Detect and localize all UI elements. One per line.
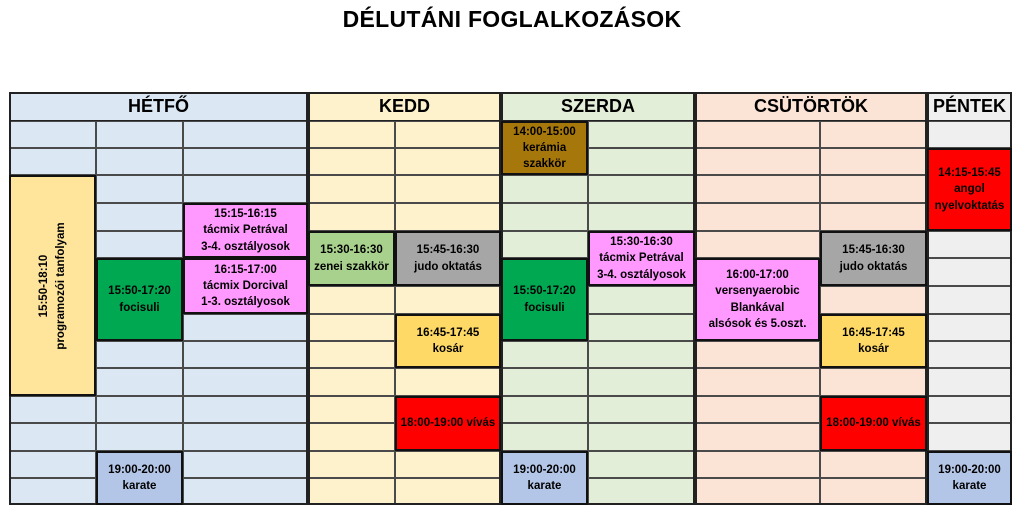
grid-cell: [695, 121, 820, 148]
event-time: 15:50-17:20: [108, 285, 171, 298]
event-time: 15:45-16:30: [842, 244, 905, 257]
grid-cell: [9, 396, 96, 423]
event-kedd-judo-oktatas: [395, 231, 501, 286]
event-label: angol: [954, 183, 985, 196]
grid-cell: [9, 121, 96, 148]
grid-cell: [927, 231, 1012, 258]
grid-cell: [695, 368, 820, 396]
event-label: focisuli: [119, 301, 160, 314]
grid-cell: [501, 368, 588, 396]
event-hetfo-focisuli: [96, 258, 183, 341]
grid-cell: [395, 203, 501, 231]
event-time: 15:30-16:30: [320, 244, 383, 257]
grid-cell: [308, 286, 395, 314]
event-label: szakkör: [523, 158, 566, 171]
grid-cell: [183, 478, 308, 505]
grid-cell: [308, 148, 395, 175]
event-label: tácmix Petrával: [203, 224, 288, 237]
grid-cell: [820, 203, 927, 231]
grid-cell: [501, 175, 588, 203]
event-label: versenyaerobic: [715, 285, 800, 298]
grid-cell: [9, 478, 96, 505]
event-time: 15:45-16:30: [416, 244, 480, 257]
day-header-csutortok: CSÜTÖRTÖK: [695, 92, 927, 121]
grid-cell: [308, 396, 395, 423]
event-time: 16:00-17:00: [726, 268, 789, 281]
event-label: alsósok és 5.oszt.: [708, 317, 807, 330]
grid-cell: [927, 341, 1012, 368]
event-label: tácmix Petrával: [599, 252, 684, 265]
grid-cell: [183, 341, 308, 368]
grid-cell: [183, 423, 308, 451]
grid-cell: [395, 175, 501, 203]
grid-cell: [308, 203, 395, 231]
grid-cell: [695, 451, 820, 478]
event-hetfo-tacmix-petraval: [183, 203, 308, 258]
grid-cell: [395, 451, 501, 478]
event-csutortok-versenyaerobic: [695, 258, 820, 341]
grid-cell: [588, 148, 695, 175]
grid-cell: [501, 341, 588, 368]
grid-cell: [308, 175, 395, 203]
event-szerda-karate: [501, 451, 588, 505]
grid-cell: [395, 121, 501, 148]
event-kedd-vivas: [395, 396, 501, 451]
event-time: 16:45-17:45: [416, 326, 480, 339]
grid-cell: [183, 175, 308, 203]
event-label: karate: [952, 480, 987, 492]
grid-cell: [308, 314, 395, 341]
event-label: focisuli: [524, 301, 565, 314]
grid-cell: [9, 423, 96, 451]
page-title: DÉLUTÁNI FOGLALKOZÁSOK: [342, 6, 682, 32]
grid-cell: [588, 286, 695, 314]
grid-cell: [820, 121, 927, 148]
grid-cell: [695, 231, 820, 258]
event-szerda-tacmix-petraval: [588, 231, 695, 286]
event-time: 14:15-15:45: [938, 167, 1001, 179]
grid-cell: [695, 341, 820, 368]
event-csutortok-vivas: [820, 396, 927, 451]
grid-cell: [96, 368, 183, 396]
grid-cell: [820, 368, 927, 396]
grid-cell: [588, 314, 695, 341]
program-block-programozoi: [9, 175, 96, 396]
event-time: 19:00-20:00: [513, 463, 576, 476]
event-hetfo-karate: [96, 451, 183, 505]
grid-cell: [96, 341, 183, 368]
event-label: kosár: [432, 343, 464, 355]
grid-cell: [588, 175, 695, 203]
grid-cell: [501, 231, 588, 258]
event-time: 18:00-19:00 vívás: [400, 417, 496, 430]
grid-cell: [820, 175, 927, 203]
grid-cell: [588, 203, 695, 231]
grid-cell: [695, 148, 820, 175]
grid-cell: [927, 423, 1012, 451]
grid-cell: [308, 121, 395, 148]
event-label: kosár: [858, 343, 889, 355]
event-label: 3-4. osztályosok: [201, 240, 290, 253]
grid-cell: [588, 121, 695, 148]
event-label: karate: [527, 480, 562, 492]
event-csutortok-judo-oktatas: [820, 231, 927, 286]
grid-cell: [9, 148, 96, 175]
program-name: programozói tanfolyam: [54, 221, 67, 350]
grid-cell: [588, 478, 695, 505]
grid-cell: [927, 314, 1012, 341]
event-hetfo-tacmix-dorcival: [183, 258, 308, 314]
event-time: 18:00-19:00 vívás: [826, 417, 921, 430]
grid-cell: [695, 423, 820, 451]
grid-cell: [588, 368, 695, 396]
grid-cell: [308, 341, 395, 368]
event-label: tácmix Dorcival: [202, 279, 288, 292]
grid-cell: [96, 121, 183, 148]
grid-cell: [96, 231, 183, 258]
grid-cell: [695, 478, 820, 505]
grid-cell: [183, 396, 308, 423]
event-szerda-focisuli: [501, 258, 588, 341]
program-time: 15:50-18:10: [37, 254, 50, 317]
grid-cell: [183, 451, 308, 478]
day-header-kedd: KEDD: [308, 92, 501, 121]
day-header-pentek: PÉNTEK: [927, 92, 1012, 121]
grid-cell: [820, 451, 927, 478]
event-time: 16:15-17:00: [214, 263, 277, 276]
event-label: zenei szakkör: [314, 260, 389, 273]
event-szerda-keramia: [501, 121, 588, 175]
event-time: 15:50-17:20: [513, 285, 576, 298]
grid-cell: [695, 203, 820, 231]
event-csutortok-kosar: [820, 314, 927, 368]
grid-cell: [501, 423, 588, 451]
grid-cell: [588, 396, 695, 423]
event-time: 14:00-15:00: [513, 125, 576, 138]
event-label: judo oktatás: [414, 260, 482, 273]
event-time: 19:00-20:00: [938, 463, 1001, 476]
program-block-text: [35, 222, 70, 349]
grid-cell: [308, 478, 395, 505]
grid-cell: [183, 121, 308, 148]
grid-cell: [183, 148, 308, 175]
grid-cell: [9, 451, 96, 478]
grid-cell: [501, 396, 588, 423]
grid-cell: [501, 203, 588, 231]
event-label: Blankával: [730, 301, 785, 314]
event-label: karate: [122, 480, 157, 492]
event-pentek-angol: [927, 148, 1012, 231]
event-label: 3-4. osztályosok: [597, 268, 686, 281]
grid-cell: [588, 451, 695, 478]
event-label: 1-3. osztályosok: [201, 296, 290, 309]
event-time: 15:30-16:30: [610, 236, 673, 248]
grid-cell: [308, 423, 395, 451]
event-pentek-karate: [927, 451, 1012, 505]
grid-cell: [183, 368, 308, 396]
grid-cell: [927, 286, 1012, 314]
event-label: kerámia: [522, 141, 567, 154]
grid-cell: [308, 368, 395, 396]
event-label: judo oktatás: [839, 260, 908, 273]
grid-cell: [96, 203, 183, 231]
event-label: nyelvoktatás: [934, 199, 1005, 212]
grid-cell: [927, 121, 1012, 148]
event-time: 15:15-16:15: [214, 208, 277, 220]
grid-cell: [395, 368, 501, 396]
event-kedd-kosar: [395, 314, 501, 368]
event-time: 19:00-20:00: [108, 463, 171, 476]
day-header-szerda: SZERDA: [501, 92, 695, 121]
event-kedd-zenei-szakkor: [308, 231, 395, 286]
grid-cell: [820, 148, 927, 175]
grid-cell: [96, 396, 183, 423]
grid-cell: [588, 423, 695, 451]
grid-cell: [927, 396, 1012, 423]
grid-cell: [588, 341, 695, 368]
grid-cell: [395, 286, 501, 314]
grid-cell: [395, 148, 501, 175]
event-time: 16:45-17:45: [842, 326, 905, 339]
grid-cell: [308, 451, 395, 478]
grid-cell: [695, 396, 820, 423]
grid-cell: [96, 175, 183, 203]
grid-cell: [695, 175, 820, 203]
grid-cell: [183, 314, 308, 341]
grid-cell: [820, 286, 927, 314]
grid-cell: [395, 478, 501, 505]
grid-cell: [820, 478, 927, 505]
grid-cell: [96, 148, 183, 175]
grid-cell: [927, 368, 1012, 396]
grid-cell: [96, 423, 183, 451]
grid-cell: [927, 258, 1012, 286]
day-header-hetfo: HÉTFŐ: [9, 92, 308, 121]
